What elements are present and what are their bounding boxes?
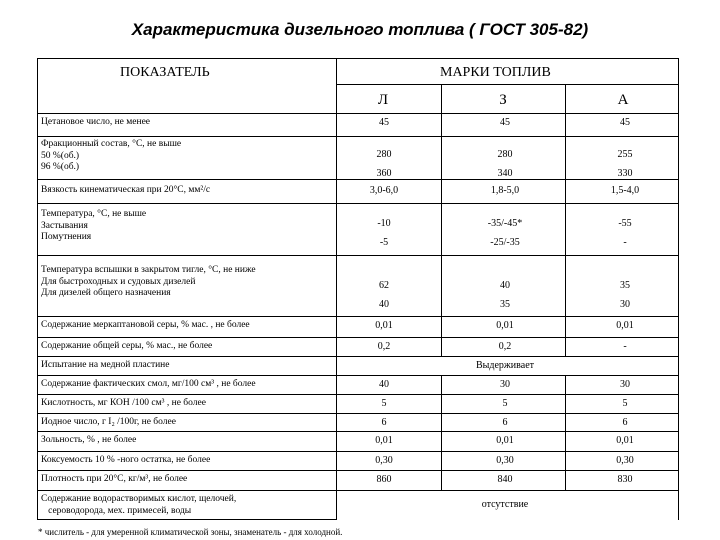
- table-cell: 1,5-4,0: [610, 185, 640, 196]
- table-cell: 1,8-5,0: [490, 185, 520, 196]
- footnote: * числитель - для умеренной климатической зоны, знаменатель - для холодной.: [38, 527, 343, 537]
- table-cell: 0,30: [375, 455, 393, 466]
- table-cell: 6: [381, 417, 387, 428]
- table-cell: 30: [500, 379, 510, 390]
- table-cell: 0,01: [375, 320, 393, 331]
- row-label: Содержание меркаптановой серы, % мас. , не более: [41, 320, 250, 330]
- table-cell: 30: [620, 299, 630, 310]
- table-cell: 35: [620, 280, 630, 291]
- row-label: сероводорода, мех. примесей, воды: [41, 505, 192, 516]
- row-label: Коксуемость 10 % -ного остатка, не более: [41, 455, 211, 465]
- row-label: Фракционный состав, °С, не выше: [41, 139, 182, 149]
- table-cell: 340: [497, 168, 513, 179]
- table-cell: 3,0-6,0: [369, 185, 399, 196]
- table-cell: 6: [622, 417, 628, 428]
- table-cell: 860: [376, 474, 392, 485]
- row-divider: [37, 375, 679, 376]
- column-header-l: Л: [377, 92, 389, 108]
- merged-value: Выдерживает: [475, 360, 534, 371]
- row-label: Плотность при 20°С, кг/м³, не более: [41, 474, 188, 484]
- row-label: Иодное число, г I₂ /100г, не более: [41, 417, 176, 427]
- table-cell: 45: [500, 117, 510, 128]
- row-label: Вязкость кинематическая при 20°С, мм²/с: [41, 185, 211, 195]
- table-cell: 330: [617, 168, 633, 179]
- row-label: Цетановое число, не менее: [41, 117, 151, 127]
- table-cell: 255: [617, 149, 633, 160]
- row-divider: [37, 255, 679, 256]
- table-cell: 40: [379, 299, 389, 310]
- row-label: Застывания: [41, 220, 88, 231]
- row-divider: [37, 490, 679, 491]
- row-divider: [37, 136, 679, 137]
- table-cell: 0,2: [377, 341, 391, 352]
- row-label: Для быстроходных и судовых дизелей: [41, 276, 196, 287]
- table-cell: 0,30: [496, 455, 514, 466]
- row-divider: [37, 113, 679, 114]
- table-cell: 30: [620, 379, 630, 390]
- table-cell: 0,30: [616, 455, 634, 466]
- row-divider: [37, 470, 679, 471]
- row-divider: [37, 451, 679, 452]
- table-cell: -: [623, 237, 627, 248]
- row-label: Температура вспышки в закрытом тигле, °С, не ниже: [41, 265, 256, 275]
- table-cell: -: [623, 341, 627, 352]
- table-cell: 0,01: [616, 320, 634, 331]
- row-divider: [37, 203, 679, 204]
- column-header-a: А: [617, 92, 629, 108]
- table-cell: 840: [497, 474, 513, 485]
- row-label: Помутнения: [41, 232, 92, 242]
- table-cell: -25/-35: [490, 237, 520, 248]
- row-divider: [37, 431, 679, 432]
- row-divider: [37, 356, 679, 357]
- table-cell: 0,01: [616, 435, 634, 446]
- row-divider: [37, 337, 679, 338]
- table-cell: 62: [379, 280, 389, 291]
- row-label: Испытание на медной пластине: [41, 360, 170, 370]
- row-label: Содержание общей серы, % мас., не более: [41, 341, 213, 351]
- row-divider: [37, 179, 679, 180]
- table-cell: -5: [379, 237, 389, 248]
- merged-value: отсутствие: [481, 499, 529, 510]
- row-label: Зольность, % , не более: [41, 435, 137, 445]
- table-cell: -10: [377, 218, 391, 229]
- table-cell: 0,01: [496, 435, 514, 446]
- table-cell: 6: [502, 417, 508, 428]
- row-label: Кислотность, мг КОН /100 см³ , не более: [41, 398, 206, 408]
- table-cell: 0,2: [498, 341, 512, 352]
- column-divider: [565, 84, 566, 520]
- row-divider: [37, 394, 679, 395]
- table-cell: 5: [502, 398, 508, 409]
- row-divider: [37, 316, 679, 317]
- table-cell: -35/-45*: [487, 218, 523, 229]
- row-label: Температура, °С, не выше: [41, 209, 147, 219]
- row-divider: [336, 84, 679, 85]
- header-indicator: ПОКАЗАТЕЛЬ: [120, 65, 210, 80]
- table-cell: 360: [376, 168, 392, 179]
- column-divider: [441, 84, 442, 520]
- table-cell: 0,01: [375, 435, 393, 446]
- header-grades: МАРКИ ТОПЛИВ: [440, 65, 551, 80]
- table-cell: 5: [622, 398, 628, 409]
- row-label: Для дизелей общего назначения: [41, 288, 171, 298]
- table-cell: 45: [379, 117, 389, 128]
- row-label: 50 %(об.): [41, 150, 80, 161]
- table-cell: 40: [500, 280, 510, 291]
- column-header-z: З: [499, 92, 507, 108]
- table-cell: 5: [381, 398, 387, 409]
- row-label: Содержание водорастворимых кислот, щелочей,: [41, 494, 237, 504]
- table-cell: 830: [617, 474, 633, 485]
- table-cell: 0,01: [496, 320, 514, 331]
- table-cell: 40: [379, 379, 389, 390]
- table-cell: 45: [620, 117, 630, 128]
- table-cell: 280: [497, 149, 513, 160]
- row-divider: [37, 413, 679, 414]
- page-title: Характеристика дизельного топлива ( ГОСТ 305-82): [131, 20, 589, 39]
- table-cell: 35: [500, 299, 510, 310]
- row-label: 96 %(об.): [41, 162, 80, 172]
- table-cell: -55: [618, 218, 632, 229]
- row-label: Содержание фактических смол, мг/100 см³ , не более: [41, 379, 256, 389]
- table-cell: 280: [376, 149, 392, 160]
